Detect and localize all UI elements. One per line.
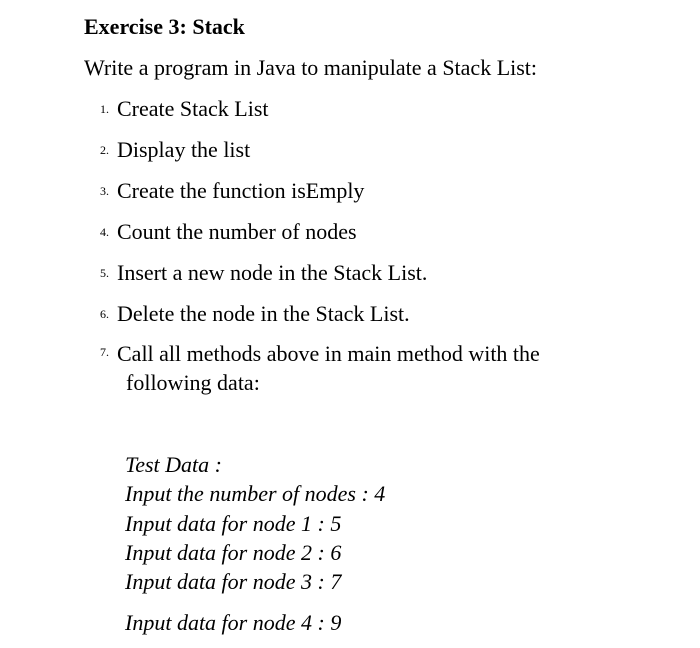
task-text [117,339,660,397]
task-text: Count the number of nodes [117,219,357,244]
task-item-5 [100,260,660,286]
task-text: Delete the node in the Stack List. [117,301,410,326]
test-data-line-node-1: Input data for node 1 : 5 [125,510,342,536]
task-number: 7. [100,345,109,359]
task-item-2 [100,137,660,163]
task-text-line-1: Call all methods above in main method with the [117,341,540,366]
task-item-1 [100,96,660,122]
task-text: Insert a new node in the Stack List. [117,260,428,285]
task-item-6 [100,301,660,327]
task-text: Create the function isEmply [117,178,365,203]
task-number: 6. [100,307,109,321]
test-data-block [125,450,385,638]
task-item-3 [100,178,660,204]
test-data-line-node-2: Input data for node 2 : 6 [125,539,342,565]
test-data-label: Test Data : [125,452,222,477]
task-list [100,96,660,412]
task-number: 3. [100,184,109,198]
exercise-intro: Write a program in Java to manipulate a Stack List: [84,55,538,80]
test-data-line-nodes: Input the number of nodes : 4 [125,481,386,507]
task-number: 2. [100,143,109,157]
test-data-line-node-4: Input data for node 4 : 9 [125,610,342,636]
task-text: Create Stack List [117,96,269,121]
exercise-title: Exercise 3: Stack [84,14,245,39]
task-number: 4. [100,225,109,239]
task-item-4 [100,219,660,245]
task-number: 1. [100,102,109,116]
task-number: 5. [100,266,109,280]
task-text-line-2: following data: [126,370,260,395]
task-item-7 [100,339,660,397]
test-data-line-node-3: Input data for node 3 : 7 [125,569,342,595]
task-text: Display the list [117,137,251,162]
